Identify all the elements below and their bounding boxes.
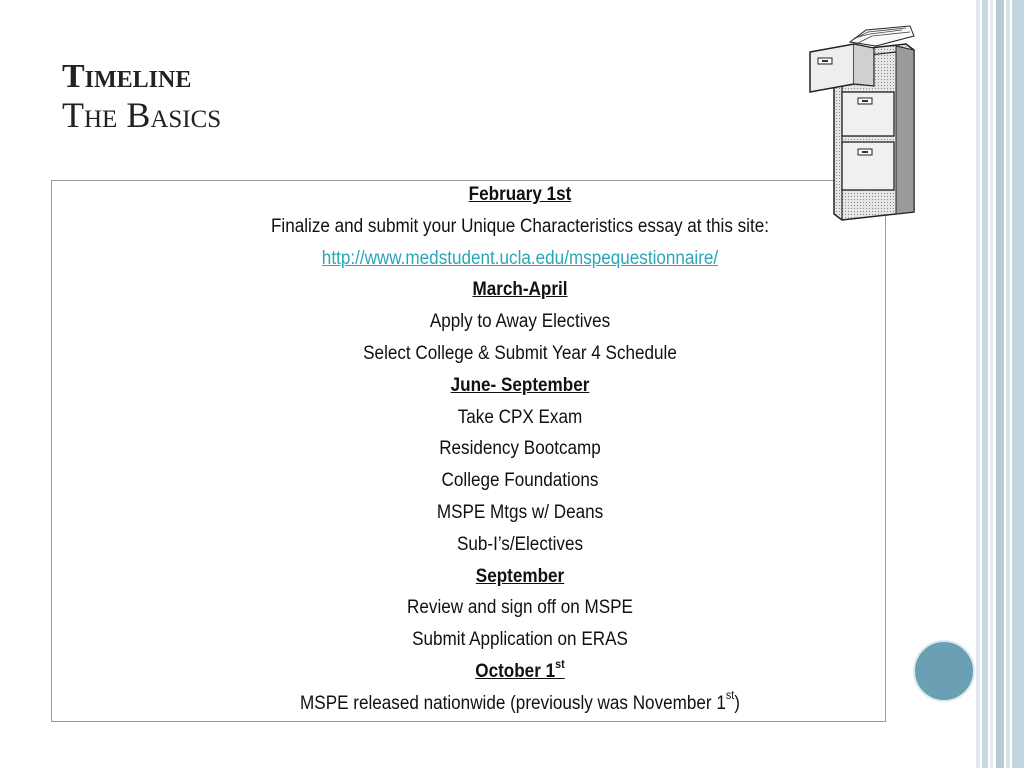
list-item: Apply to Away Electives — [429, 311, 611, 333]
list-item: MSPE Mtgs w/ Deans — [436, 501, 604, 523]
heading-september: September — [475, 565, 565, 587]
october-text — [300, 688, 740, 714]
slide-title — [62, 58, 221, 134]
questionnaire-link[interactable]: http://www.medstudent.ucla.edu/mspequestionnaire/ — [321, 247, 719, 269]
october-text-main: MSPE released nationwide (previously was November 1 — [300, 692, 726, 714]
list-item: Review and sign off on MSPE — [407, 597, 633, 619]
subtitle-line: The Basics — [62, 95, 222, 135]
october-text-end: ) — [734, 692, 740, 714]
list-item: Submit Application on ERAS — [412, 629, 628, 651]
heading-march-april: March-April — [472, 279, 568, 301]
file-cabinet-icon — [806, 22, 916, 222]
list-item: College Foundations — [441, 470, 599, 492]
heading-october — [475, 656, 565, 682]
heading-october-main: October 1 — [475, 660, 556, 682]
heading-october-sup: st — [555, 656, 565, 671]
title-line: Timeline — [62, 58, 192, 95]
february-text: Finalize and submit your Unique Characteristics essay at this site: — [270, 215, 770, 237]
list-item: Take CPX Exam — [457, 406, 583, 428]
list-item: Sub-I’s/Electives — [456, 533, 584, 555]
october-text-sup: st — [725, 688, 735, 703]
timeline-list — [52, 179, 988, 720]
list-item: Residency Bootcamp — [439, 438, 601, 460]
list-item: Select College & Submit Year 4 Schedule — [363, 342, 677, 364]
decorative-circle — [913, 640, 975, 702]
heading-february: February 1st — [468, 184, 572, 205]
heading-june-september: June- September — [450, 374, 590, 396]
